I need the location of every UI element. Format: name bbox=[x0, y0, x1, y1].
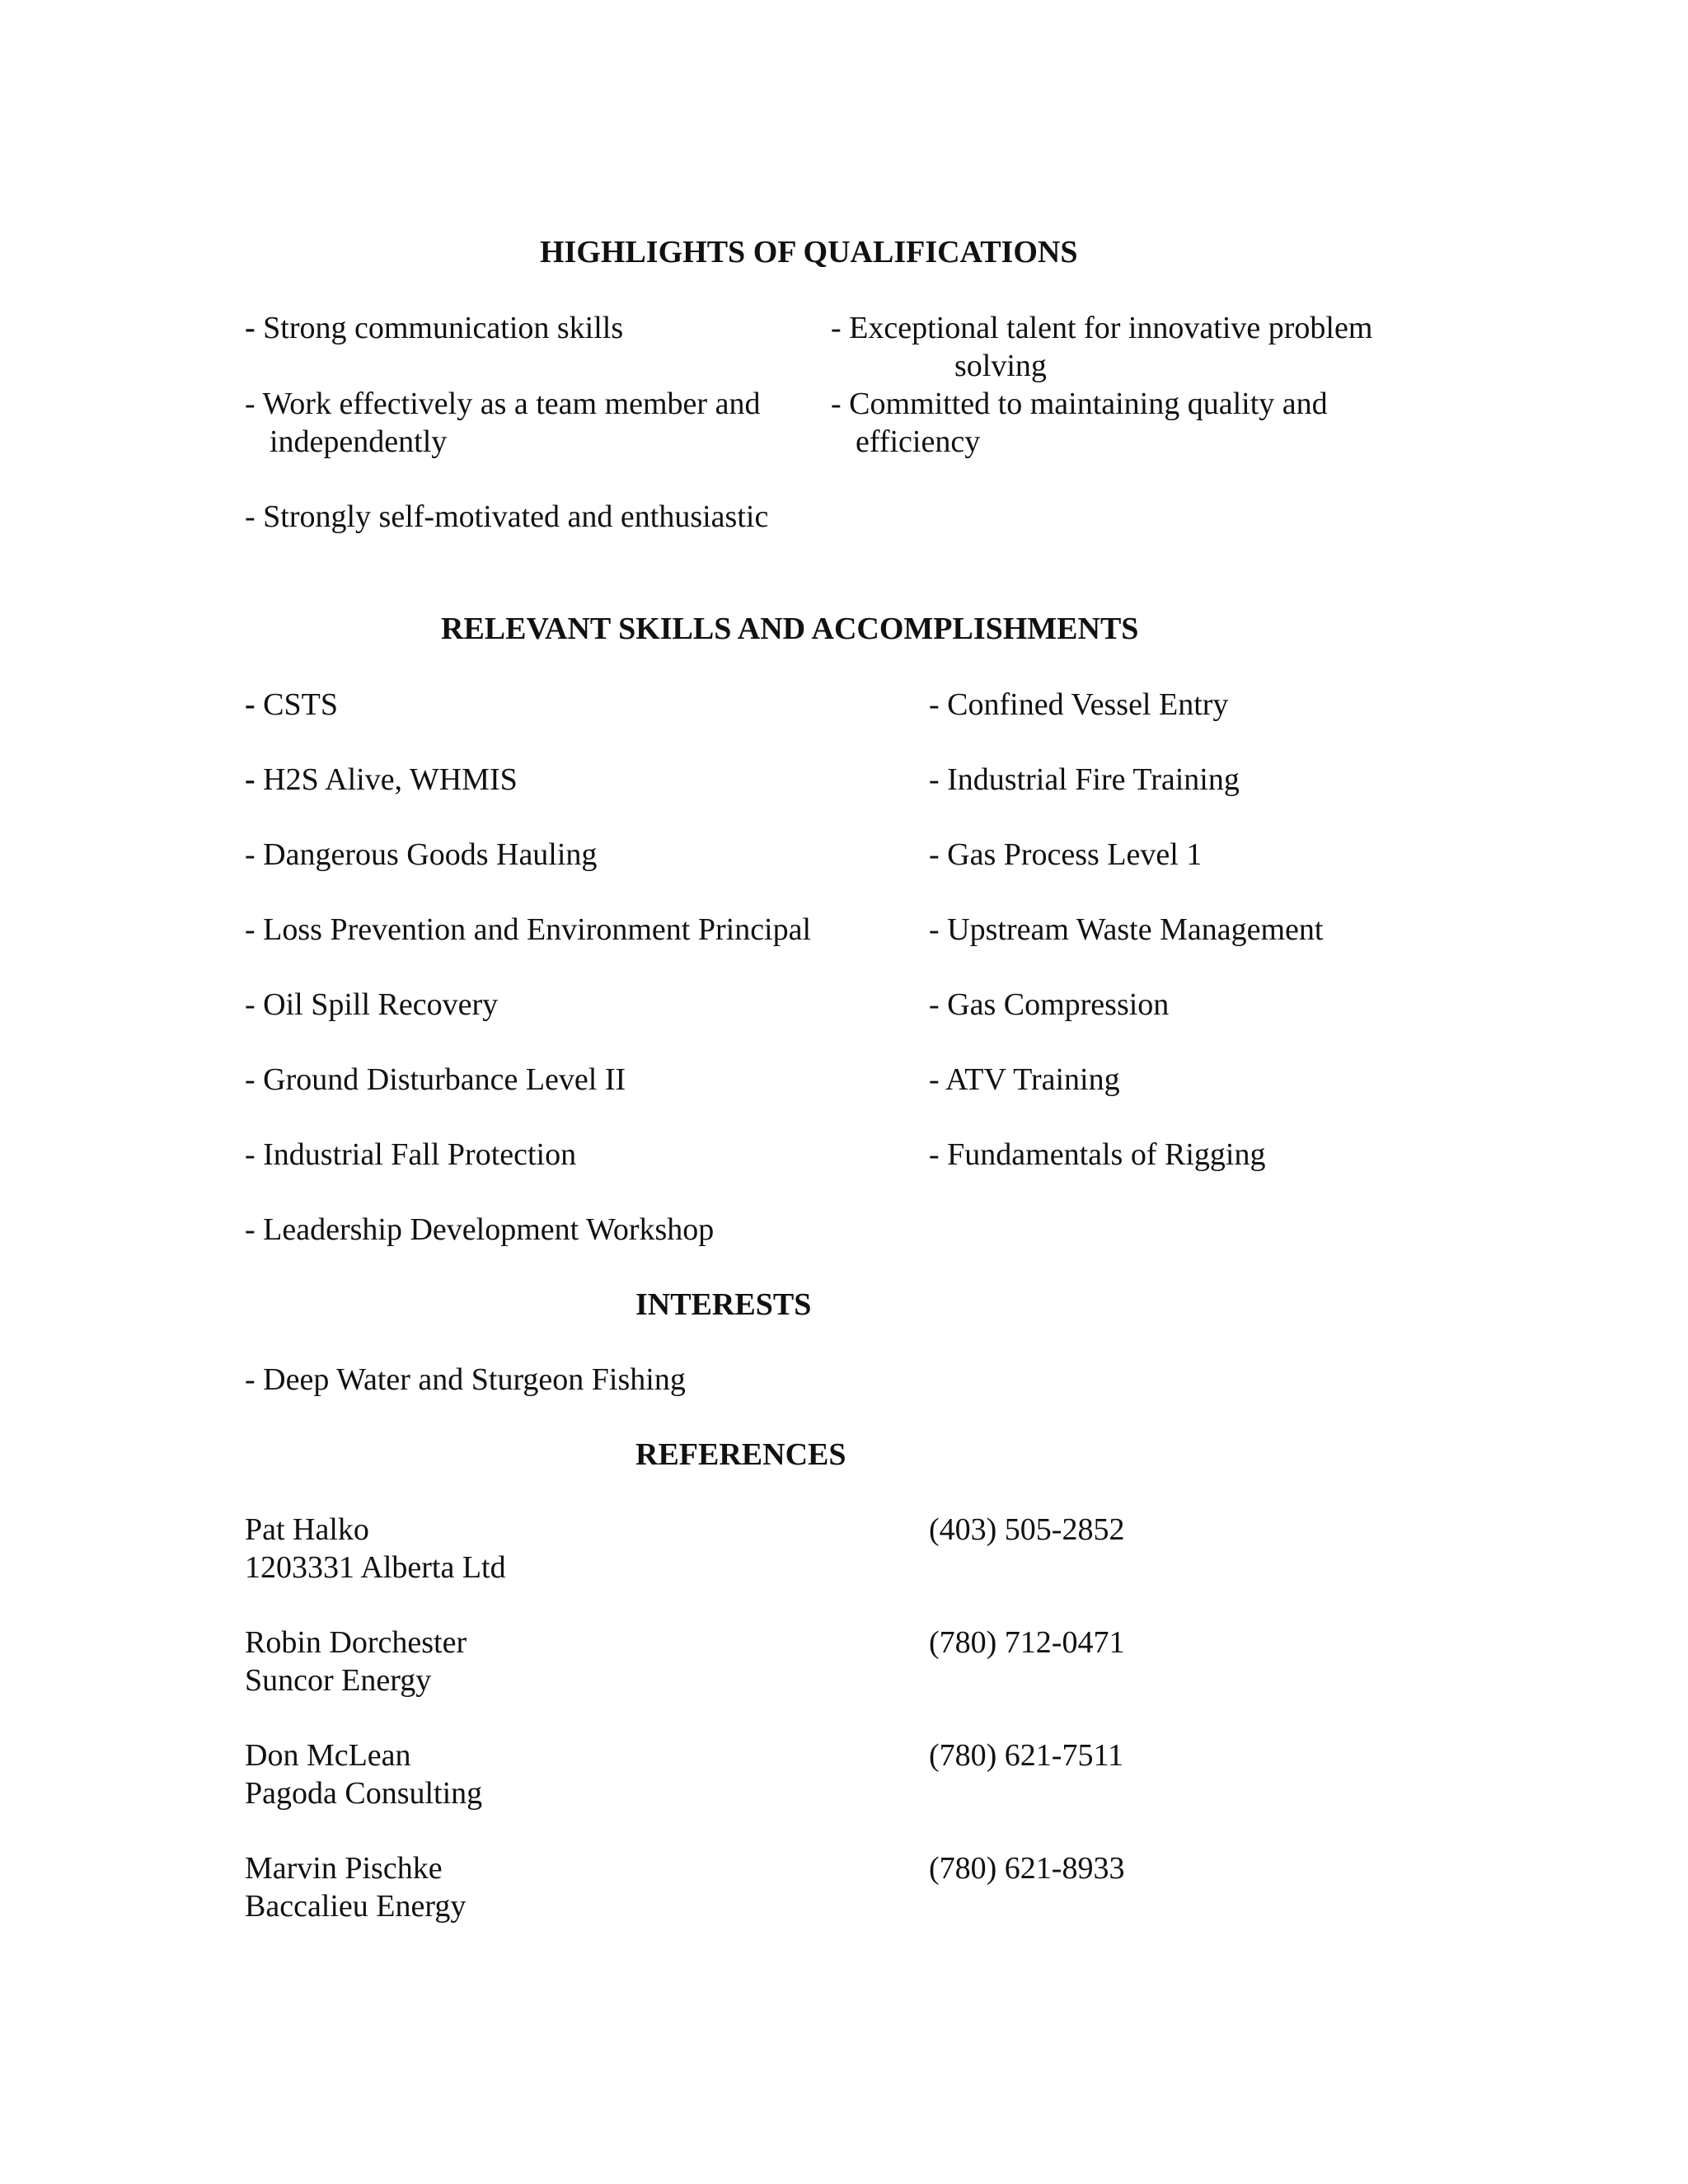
skill-text: H2S Alive, WHMIS bbox=[255, 762, 518, 797]
qualification-item-continuation: efficiency bbox=[856, 424, 981, 459]
skill-item: - Industrial Fire Training bbox=[929, 762, 1240, 797]
skill-text: CSTS bbox=[255, 687, 338, 722]
skill-item: - Fundamentals of Rigging bbox=[929, 1137, 1266, 1172]
reference-phone: (403) 505-2852 bbox=[929, 1512, 1125, 1547]
skill-item bbox=[245, 686, 338, 724]
qualification-item: - Strongly self-motivated and enthusiastic bbox=[245, 499, 769, 534]
reference-name: Robin Dorchester bbox=[245, 1625, 467, 1660]
skills-heading: RELEVANT SKILLS AND ACCOMPLISHMENTS bbox=[441, 612, 1139, 646]
interest-item: - Deep Water and Sturgeon Fishing bbox=[245, 1362, 686, 1397]
skill-item: - Gas Compression bbox=[929, 987, 1170, 1022]
skill-item: - Leadership Development Workshop bbox=[245, 1212, 715, 1247]
qualification-item: - Committed to maintaining quality and bbox=[831, 387, 1328, 421]
qualifications-heading: HIGHLIGHTS OF QUALIFICATIONS bbox=[540, 235, 1078, 269]
bullet-dash: - bbox=[245, 762, 256, 797]
reference-phone: (780) 621-8933 bbox=[929, 1851, 1125, 1886]
references-heading: REFERENCES bbox=[635, 1437, 846, 1472]
reference-company: 1203331 Alberta Ltd bbox=[245, 1550, 506, 1585]
qualification-item: - Exceptional talent for innovative problem bbox=[831, 311, 1373, 345]
skill-item: - Loss Prevention and Environment Principal bbox=[245, 912, 812, 947]
reference-phone: (780) 621-7511 bbox=[929, 1738, 1124, 1773]
bullet-dash: - bbox=[245, 311, 256, 345]
skill-item: - Upstream Waste Management bbox=[929, 912, 1324, 947]
skill-item: - Oil Spill Recovery bbox=[245, 987, 499, 1022]
skill-item: - Industrial Fall Protection bbox=[245, 1137, 577, 1172]
reference-company: Baccalieu Energy bbox=[245, 1889, 467, 1924]
qualification-text: Strong communication skills bbox=[255, 311, 624, 345]
skill-item: - Ground Disturbance Level II bbox=[245, 1062, 626, 1097]
reference-company: Suncor Energy bbox=[245, 1663, 432, 1698]
skill-item: - Confined Vessel Entry bbox=[929, 687, 1229, 722]
skill-item bbox=[245, 761, 518, 799]
skill-item: - Gas Process Level 1 bbox=[929, 837, 1203, 872]
skill-item: - Dangerous Goods Hauling bbox=[245, 837, 598, 872]
reference-name: Marvin Pischke bbox=[245, 1851, 443, 1886]
qualification-item: - Work effectively as a team member and bbox=[245, 387, 761, 421]
qualification-item bbox=[245, 309, 623, 347]
interests-heading: INTERESTS bbox=[635, 1287, 812, 1322]
bullet-dash: - bbox=[245, 687, 256, 722]
reference-phone: (780) 712-0471 bbox=[929, 1625, 1125, 1660]
reference-company: Pagoda Consulting bbox=[245, 1776, 483, 1811]
reference-name: Don McLean bbox=[245, 1738, 411, 1773]
qualification-item-continuation: independently bbox=[270, 424, 448, 459]
skill-item: - ATV Training bbox=[929, 1062, 1120, 1097]
reference-name: Pat Halko bbox=[245, 1512, 369, 1547]
qualification-item-continuation: solving bbox=[954, 349, 1047, 383]
